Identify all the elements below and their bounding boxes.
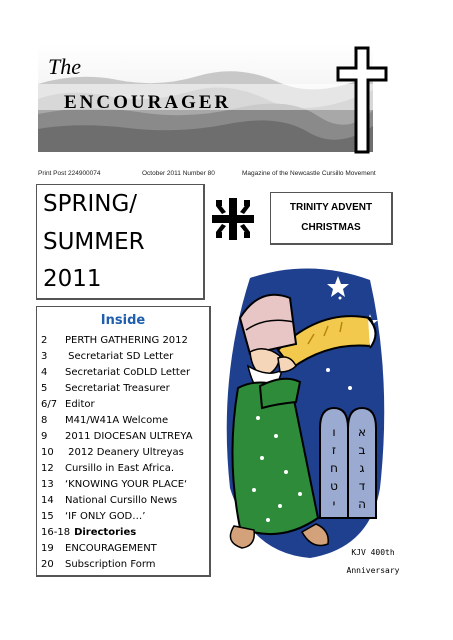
tablet-left-letter: ח [330,461,338,475]
masthead-title: ENCOURAGER [64,92,232,113]
list-item: 10 2012 Deanery Ultreyas [41,447,184,458]
season-line-2: SUMMER [43,229,145,255]
trinity-line-1: TRINITY ADVENT [289,202,373,213]
caption-line-1: KJV 400th [351,548,395,557]
season-line-3: 2011 [43,266,102,292]
list-item: 15 ‘IF ONLY GOD…’ [41,511,146,522]
list-item: 19 ENCOURAGEMENT [41,543,157,554]
tablet-left-letter: ט [330,479,338,493]
season-line-1: SPRING/ [43,191,138,217]
tablet-left-letter: ז [331,443,337,457]
caption-line-2: Anniversary [346,566,400,575]
tablet-right-letter: ב [358,443,366,457]
trinity-box [270,192,393,245]
list-item: 12 Cursillo in East Africa. [41,463,175,474]
issue-info: October 2011 Number 80 [142,170,215,177]
tablet-right-letter: ד [358,479,366,493]
cross-icon [336,46,388,154]
list-item: 14 National Cursillo News [41,495,178,506]
trinity-line-2: CHRISTMAS [301,222,361,233]
print-post-number: Print Post 224900074 [38,170,101,177]
list-item: 3 Secretariat SD Letter [41,351,174,362]
tablet-right-letter: א [357,425,367,439]
inside-title: Inside [100,313,146,328]
list-item: 13 ‘KNOWING YOUR PLACE‘ [41,479,188,490]
masthead-banner [38,44,373,152]
tablet-right-letter: ג [359,461,365,475]
list-item: 20 Subscription Form [41,559,156,570]
list-item: 9 2011 DIOCESAN ULTREYA [41,431,193,442]
season-box [36,184,205,300]
masthead-the-label: The [48,54,81,79]
list-item: 16-18 Directories [41,527,137,538]
list-item: 4 Secretariat CoDLD Letter [41,367,191,378]
list-item: 6/7 Editor [41,399,95,410]
tablet-left-letter: י [332,497,336,511]
inside-contents-box [36,306,211,577]
shofar-illustration [220,258,390,578]
tablet-right-letter: ה [358,497,366,511]
commandment-tablets-icon [320,408,376,518]
list-item: 5 Secretariat Treasurer [41,383,170,394]
tablet-left-letter: ו [332,425,336,439]
cursillo-emblem-icon [208,194,258,244]
list-item: 2 PERTH GATHERING 2012 [41,335,188,346]
magazine-tagline: Magazine of the Newcastle Cursillo Movement [242,170,376,177]
list-item: 8 M41/W41A Welcome [41,415,169,426]
